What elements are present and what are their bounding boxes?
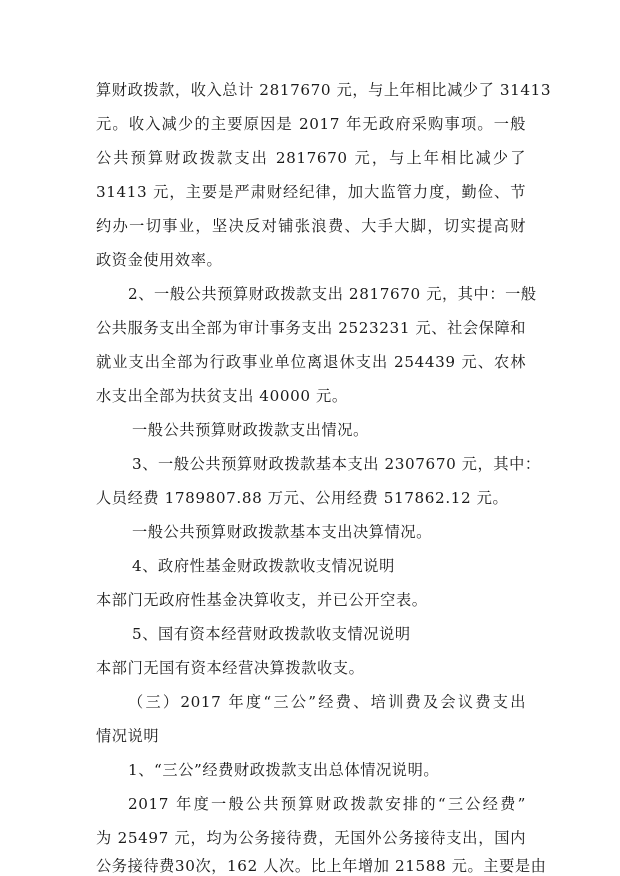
paragraph-line: 本部门无国有资本经营决算拨款收支。 (96, 659, 365, 677)
paragraph-line: 3、一般公共预算财政拨款基本支出 2307670 元，其中： (132, 455, 541, 473)
paragraph-line: 2017 年度一般公共预算财政拨款安排的“三公经费” (128, 795, 526, 813)
paragraph-line: 本部门无政府性基金决算收支，并已公开空表。 (96, 591, 428, 609)
section-heading: 情况说明 (96, 727, 160, 745)
paragraph-line: 就业支出全部为行政事业单位离退休支出 254439 元、农林 (96, 353, 526, 371)
paragraph-line: 约办一切事业，坚决反对铺张浪费、大手大脚，切实提高财 (96, 217, 526, 235)
caption-line: 一般公共预算财政拨款支出情况。 (132, 421, 369, 439)
section-heading: 4、政府性基金财政拨款收支情况说明 (132, 557, 395, 575)
paragraph-line: 元。收入减少的主要原因是 2017 年无政府采购事项。一般 (96, 115, 526, 133)
paragraph-line: 2、一般公共预算财政拨款支出 2817670 元，其中：一般 (128, 285, 537, 303)
section-heading: 5、国有资本经营财政拨款收支情况说明 (132, 625, 411, 643)
caption-line: 一般公共预算财政拨款基本支出决算情况。 (132, 523, 432, 541)
paragraph-line: 公务接待费30次，162 人次。比上年增加 21588 元。主要是由 (96, 857, 547, 875)
paragraph-line: 公共预算财政拨款支出 2817670 元，与上年相比减少了 (96, 149, 526, 167)
section-heading: 1、“三公”经费财政拨款支出总体情况说明。 (128, 761, 440, 779)
paragraph-line: 为 25497 元，均为公务接待费，无国外公务接待支出，国内 (96, 829, 526, 847)
paragraph-line: 人员经费 1789807.88 万元、公用经费 517862.12 元。 (96, 489, 509, 507)
paragraph-line: 算财政拨款，收入总计 2817670 元，与上年相比减少了 31413 (96, 81, 552, 99)
paragraph-line: 公共服务支出全部为审计事务支出 2523231 元、社会保障和 (96, 319, 527, 337)
paragraph-line: 31413 元，主要是严肃财经纪律，加大监管力度，勤俭、节 (96, 183, 526, 201)
paragraph-line: 政资金使用效率。 (96, 251, 223, 269)
paragraph-line: 水支出全部为扶贫支出 40000 元。 (96, 387, 348, 405)
section-heading: （三）2017 年度“三公”经费、培训费及会议费支出 (128, 693, 526, 711)
